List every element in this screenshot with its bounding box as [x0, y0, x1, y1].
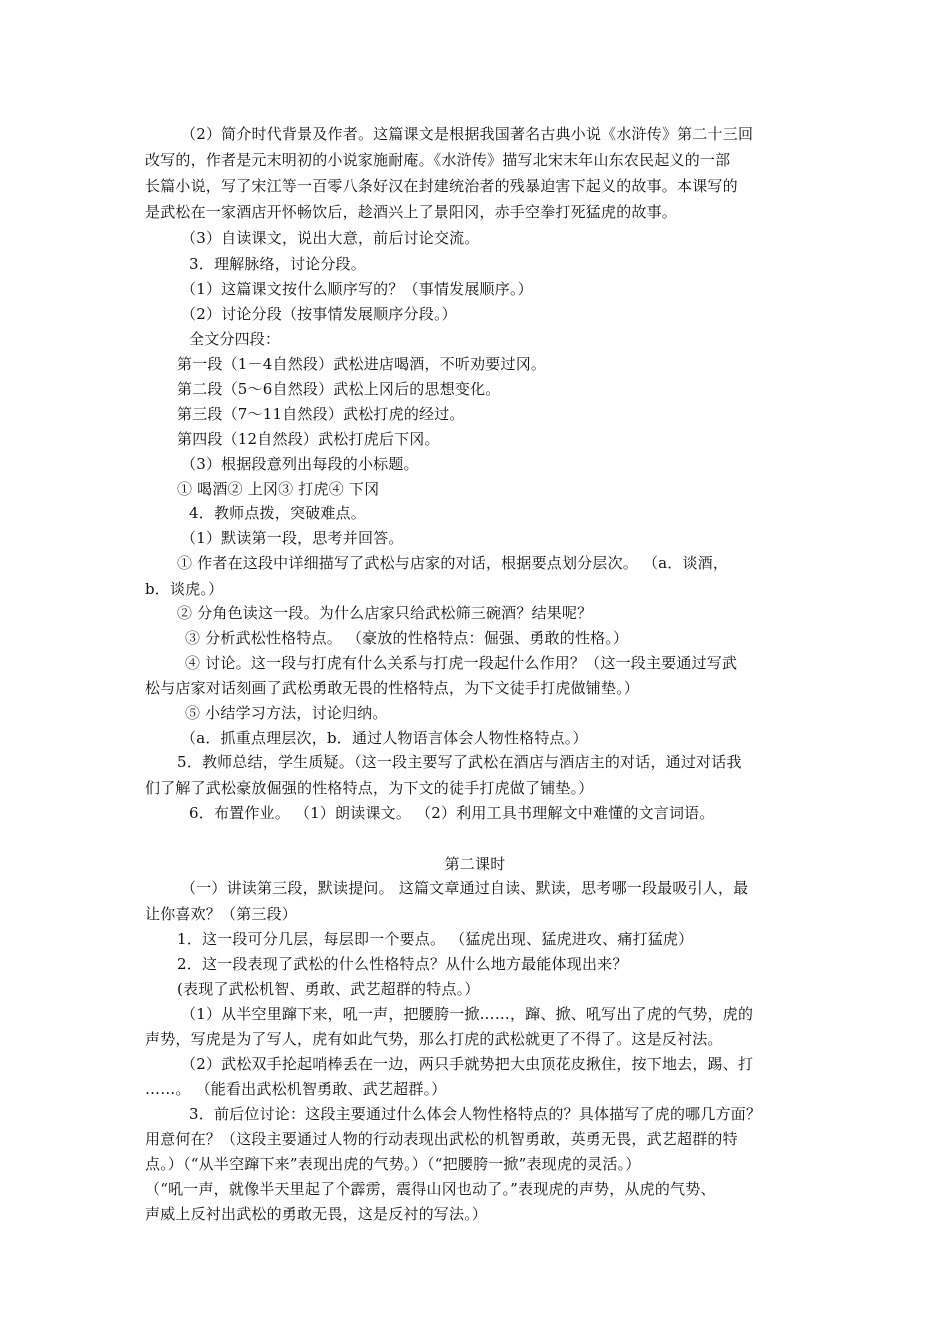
paragraph-line: 声势，写虎是为了写人，虎有如此气势，那么打虎的武松就更了不得了。这是反衬法。 — [145, 1030, 723, 1048]
paragraph-line: 松与店家对话刻画了武松勇敢无畏的性格特点，为下文徒手打虎做铺垫。） — [145, 679, 640, 697]
paragraph-line: 改写的，作者是元末明初的小说家施耐庵。《水浒传》描写北宋末年山东农民起义的一部 — [145, 151, 731, 169]
paragraph-line: b．谈虎。） — [145, 580, 224, 598]
paragraph-line: 用意何在？（这段主要通过人物的行动表现出武松的机智勇敢，英勇无畏，武艺超群的特 — [145, 1130, 738, 1148]
paragraph-line: (表现了武松机智、勇敢、武艺超群的特点。） — [177, 980, 480, 998]
paragraph-line: 第一段（1－4自然段）武松进店喝酒，不听劝要过冈。 — [177, 355, 547, 373]
lesson-title: 第二课时 — [444, 855, 506, 873]
paragraph-line: （“吼一声，就像半天里起了个霹雳，震得山冈也动了。”表现虎的声势，从虎的气势、 — [145, 1180, 716, 1198]
paragraph-line: （2）简介时代背景及作者。这篇课文是根据我国著名古典小说《水浒传》第二十三回 — [181, 125, 754, 143]
section-heading: 3．理解脉络，讨论分段。 — [189, 255, 366, 273]
paragraph-line: （3）根据段意列出每段的小标题。 — [181, 455, 419, 473]
paragraph-line: 第三段（7～11自然段）武松打虎的经过。 — [177, 405, 465, 423]
paragraph-line: （a．抓重点理层次，b．通过人物语言体会人物性格特点。） — [181, 729, 588, 747]
paragraph-line: （3）自读课文，说出大意，前后讨论交流。 — [181, 229, 480, 247]
paragraph-line: （1）默读第一段，思考并回答。 — [181, 529, 404, 547]
section-heading: 5．教师总结，学生质疑。（这一段主要写了武松在酒店与酒店主的对话，通过对话我 — [177, 753, 742, 771]
paragraph-line: ……。 （能看出武松机智勇敢、武艺超群。） — [145, 1080, 447, 1098]
paragraph-line: 让你喜欢？（第三段） — [145, 905, 298, 923]
paragraph-line: （2）讨论分段（按事情发展顺序分段。） — [181, 305, 457, 323]
paragraph-line: 第二段（5～6自然段）武松上冈后的思想变化。 — [177, 380, 501, 398]
paragraph-line: 2．这一段表现了武松的什么性格特点？从什么地方最能体现出来？ — [177, 955, 628, 973]
paragraph-line: ① 喝酒② 上冈③ 打虎④ 下冈 — [177, 480, 380, 498]
paragraph-line: ② 分角色读这一段。为什么店家只给武松筛三碗酒？结果呢？ — [177, 604, 593, 622]
paragraph-line: （1）从半空里蹿下来，吼一声，把腰胯一掀……，蹿、掀、吼写出了虎的气势，虎的 — [181, 1005, 754, 1023]
paragraph-line: ④ 讨论。这一段与打虎有什么关系与打虎一段起什么作用？（这一段主要通过写武 — [185, 654, 738, 672]
paragraph-line: 第四段（12自然段）武松打虎后下冈。 — [177, 430, 440, 448]
paragraph-line: （一）讲读第三段，默读提问。 这篇文章通过自读、默读，思考哪一段最吸引人，最 — [181, 879, 749, 897]
paragraph-line: 1．这一段可分几层，每层即一个要点。 （猛虎出现、猛虎进攻、痛打猛虎） — [177, 930, 694, 948]
paragraph-line: 们了解了武松豪放倔强的性格特点，为下文的徒手打虎做了铺垫。） — [145, 779, 594, 797]
paragraph-line: （1）这篇课文按什么顺序写的？（事情发展顺序。） — [181, 280, 533, 298]
paragraph-line: 全文分四段： — [189, 330, 281, 348]
section-heading: 4．教师点拨，突破难点。 — [189, 504, 366, 522]
section-heading: 6．布置作业。 （1）朗读课文。 （2）利用工具书理解文中难懂的文言词语。 — [189, 804, 715, 822]
paragraph-line: 长篇小说，写了宋江等一百零八条好汉在封建统治者的残暴迫害下起义的故事。本课写的 — [145, 177, 738, 195]
paragraph-line: ③ 分析武松性格特点。 （豪放的性格特点：倔强、勇敢的性格。） — [185, 629, 629, 647]
paragraph-line: 点。）（“从半空蹿下来”表现出虎的气势。）（“把腰胯一掀”表现虎的灵活。） — [145, 1155, 641, 1173]
paragraph-line: 声威上反衬出武松的勇敢无畏，这是反衬的写法。） — [145, 1205, 488, 1223]
paragraph-line: ① 作者在这段中详细描写了武松与店家的对话，根据要点划分层次。 （a．谈酒， — [177, 554, 729, 572]
paragraph-line: ⑤ 小结学习方法，讨论归纳。 — [185, 704, 388, 722]
paragraph-line: 3．前后位讨论：这段主要通过什么体会人物性格特点的？具体描写了虎的哪几方面？ — [189, 1105, 762, 1123]
paragraph-line: （2）武松双手抡起哨棒丢在一边，两只手就势把大虫顶花皮揪住，按下地去，踢、打 — [181, 1055, 754, 1073]
paragraph-line: 是武松在一家酒店开怀畅饮后，趁酒兴上了景阳冈，赤手空拳打死猛虎的故事。 — [145, 203, 678, 221]
